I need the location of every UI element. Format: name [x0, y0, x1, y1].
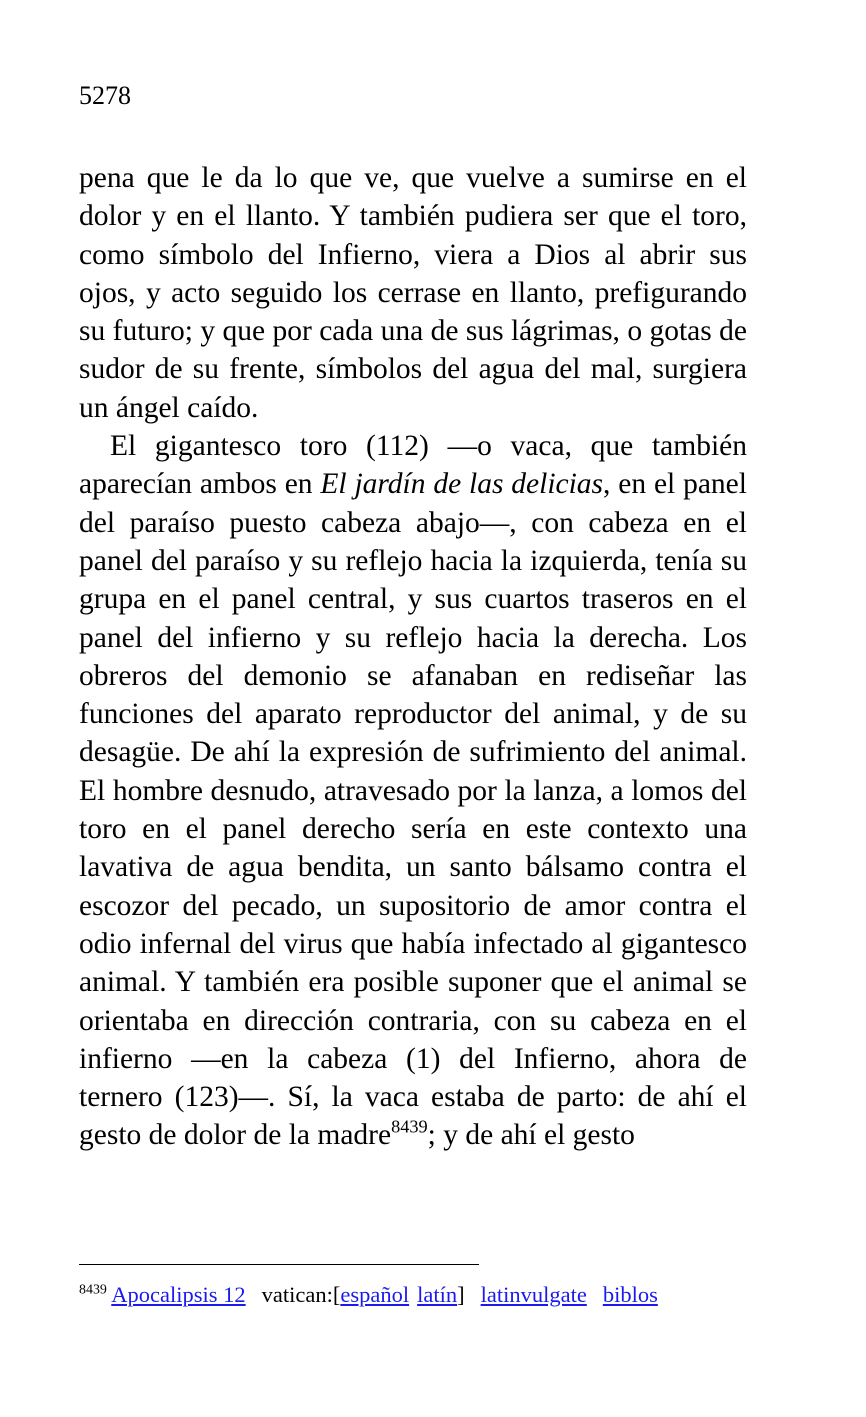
link-espanol[interactable]: español [340, 1282, 410, 1307]
paragraph-2-part-a: El gigantesco toro (112) —o vaca, que también aparecían ambos en [79, 430, 747, 501]
link-apocalipsis[interactable]: Apocalipsis 12 [111, 1282, 246, 1307]
footnote-divider [79, 1264, 479, 1265]
vatican-label: vatican:[ [261, 1282, 341, 1307]
page-number: 5278 [79, 81, 131, 110]
footnote-number: 8439 [79, 1282, 107, 1298]
paragraph-2 [79, 427, 747, 1155]
link-latin[interactable]: latín [417, 1282, 458, 1307]
main-text [79, 159, 747, 1155]
bracket-close: ] [457, 1282, 465, 1307]
footnote-reference: 8439 [391, 1117, 428, 1138]
link-latinvulgate[interactable]: latinvulgate [480, 1282, 587, 1307]
paragraph-2-part-c: ; y de ahí el gesto [427, 1119, 635, 1152]
footnote [79, 1280, 779, 1310]
paragraph-2-part-b: , en el panel del paraíso puesto cabeza abajo—, con cabeza en el panel del paraíso y su reflejo hacia la izquierda, tenía su grupa en el panel central, y sus cuartos traseros en el panel del infierno y su reflejo hacia la derecha. Los obreros del demonio se afanaban en rediseñar las funciones del aparato reproductor del animal, y de su desagüe. De ahí la expresión de sufrimiento del animal. El hombre desnudo, atravesado por la lanza, a lomos del toro en el panel derecho sería en este contexto una lavativa de agua bendita, un santo bálsamo contra el escozor del pecado, un supositorio de amor contra el odio infernal del virus que había infectado al gigantesco animal. Y también era posible suponer que el animal se orientaba en dirección contraria, con su cabeza en el infierno —en la cabeza (1) del Infierno, ahora de ternero (123)—. Sí, la vaca estaba de parto: de ahí el gesto de dolor de la madre [79, 468, 747, 1152]
link-biblos[interactable]: biblos [602, 1282, 658, 1307]
paragraph-1: pena que le da lo que ve, que vuelve a sumirse en el dolor y en el llanto. Y también pudiera ser que el toro, como símbolo del Infierno, viera a Dios al abrir sus ojos, y acto seguido los cerrase en llanto, prefigurando su futuro; y que por cada una de sus lágrimas, o gotas de sudor de su frente, símbolos del agua del mal, surgiera un ángel caído. [79, 162, 747, 424]
book-title-italic: El jardín de las delicias [320, 468, 604, 501]
